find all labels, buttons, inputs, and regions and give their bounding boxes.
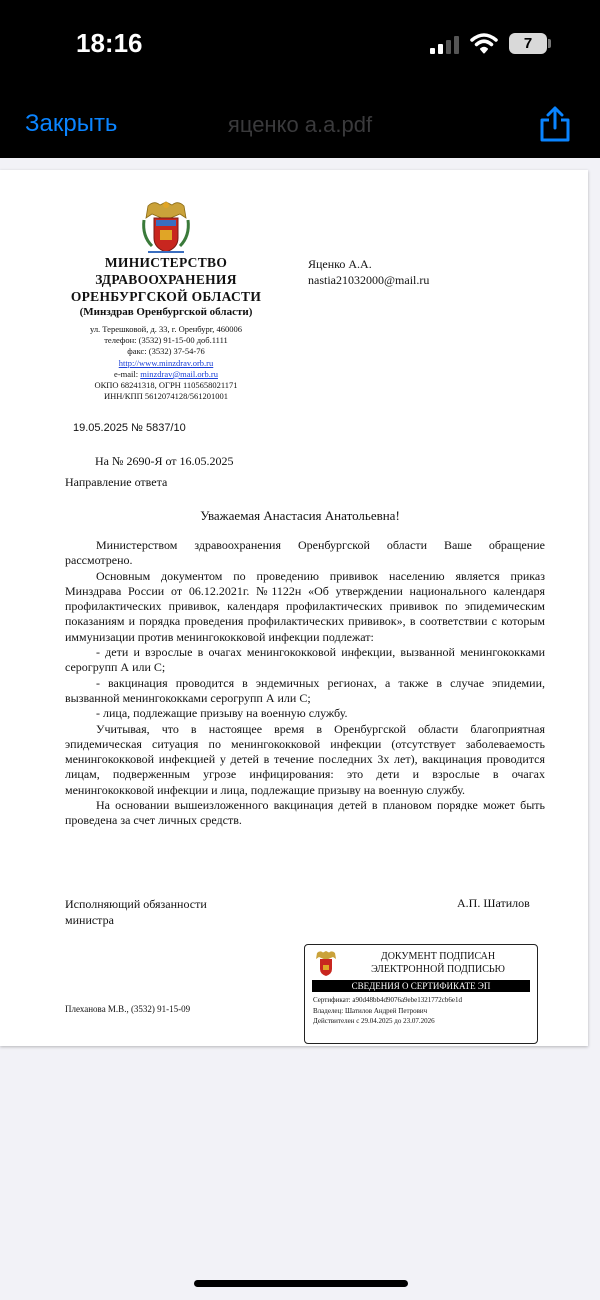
executor: Плеханова М.В., (3532) 91-15-09 (65, 1004, 191, 1014)
email-label: e-mail: (114, 368, 139, 379)
okpo: ОКПО 68241318, ОГРН 1105658021171 (94, 380, 238, 391)
paragraph: Министерством здравоохранения Оренбургской области Ваше обращение рассмотрено. (65, 538, 545, 568)
paragraph: - лица, подлежащие призыву на военную службу. (96, 706, 348, 721)
ministry-line-3: ОРЕНБУРГСКОЙ ОБЛАСТИ (70, 289, 262, 304)
paragraph: - вакцинация проводится в эндемичных регионах, а также в случае эпидемии, вызванной менингококками серогрупп А или С; (65, 675, 545, 705)
stamp-crest-icon (313, 950, 339, 978)
recipient-block (308, 256, 429, 288)
coat-of-arms-icon (140, 200, 192, 256)
paragraph: На основании вышеизложенного вакцинация детей в плановом порядке может быть проведена за счет личных средств. (65, 798, 545, 828)
letter-body (65, 538, 545, 829)
cellular-signal-icon (430, 36, 460, 54)
certificate-number: Сертификат: a90d48bb4d9076a9ebe1321772cb6e1d (313, 996, 462, 1004)
recipient-email: nastia21032000@mail.ru (308, 273, 430, 287)
home-indicator[interactable] (194, 1280, 408, 1287)
status-time: 18:16 (76, 28, 143, 58)
paragraph: Основным документом по проведению прививок населению является приказ Минздрава России от 06.12.2021г. №1122н «Об утверждении национального календаря профилактических прививок, календаря профилактических прививок по эпидемическим показаниям и порядка проведения профилактических прививок», в соответствии с которым иммунизации против менингококковой инфекции подлежат: (65, 568, 545, 644)
share-icon[interactable] (538, 106, 572, 142)
response-direction: Направление ответа (65, 475, 168, 489)
fax: факс: (3532) 37-54-76 (127, 346, 205, 357)
ministry-line-1: МИНИСТЕРСТВО (104, 255, 228, 270)
ministry-short-name: (Минздрав Оренбургской области) (79, 306, 253, 318)
certificate-validity: Действителен с 29.04.2025 до 23.07.2026 (313, 1017, 435, 1025)
address: ул. Терешковой, д. 33, г. Оренбург, 460006 (89, 324, 243, 334)
pdf-page (0, 170, 588, 1046)
stamp-title-line-1: ДОКУМЕНТ ПОДПИСАН (380, 951, 496, 962)
inn: ИНН/КПП 5612074128/561201001 (104, 391, 228, 402)
close-button[interactable]: Закрыть (25, 110, 118, 137)
ministry-line-2: ЗДРАВООХРАНЕНИЯ (95, 272, 237, 287)
wifi-icon (470, 32, 498, 54)
battery-tip (548, 39, 551, 48)
ministry-name (40, 254, 292, 305)
outgoing-number: 19.05.2025 № 5837/10 (73, 422, 186, 434)
incoming-number: На № 2690-Я от 16.05.2025 (95, 454, 234, 468)
paragraph: - дети и взрослые в очагах менингококковой инфекции, вызванной менингококками серогрупп А или С; (65, 645, 545, 675)
top-bar (0, 0, 600, 158)
stamp-title (345, 950, 531, 976)
signer-position-line-2: министра (65, 913, 114, 927)
certificate-header: СВЕДЕНИЯ О СЕРТИФИКАТЕ ЭП (312, 980, 530, 992)
email-link[interactable]: minzdrav@mail.orb.ru (140, 368, 218, 379)
stamp-title-line-2: ЭЛЕКТРОННОЙ ПОДПИСЬЮ (371, 964, 505, 975)
file-title: яценко а.а.pdf (227, 112, 373, 137)
certificate-info (313, 995, 462, 1027)
certificate-owner: Владелец: Шатилов Андрей Петрович (313, 1006, 428, 1015)
ministry-contacts (40, 324, 292, 402)
paragraph: Учитывая, что в настоящее время в Оренбургской области благоприятная эпидемическая ситуация по менингококковой инфекции (отсутствует заболеваемость менингококковой инфекцией у детей в течение последних 3х лет), вакцинация проводится лицам, подверженным угрозе инфицирования: это дети и взрослые в очагах менингококковой инфекции и лица, подлежащие призыву на военную службу. (65, 721, 545, 797)
signer-position (65, 896, 207, 928)
greeting: Уважаемая Анастасия Анатольевна! (200, 508, 400, 523)
signer-position-line-1: Исполняющий обязанности (65, 897, 207, 911)
phone: телефон: (3532) 91-15-00 доб.1111 (104, 335, 228, 346)
recipient-name: Яценко А.А. (308, 257, 372, 271)
signer-name: А.П. Шатилов (457, 896, 530, 910)
website-link[interactable]: http://www.minzdrav.orb.ru (118, 357, 214, 368)
electronic-signature-stamp (304, 944, 538, 1044)
battery-icon: 7 (509, 33, 547, 54)
